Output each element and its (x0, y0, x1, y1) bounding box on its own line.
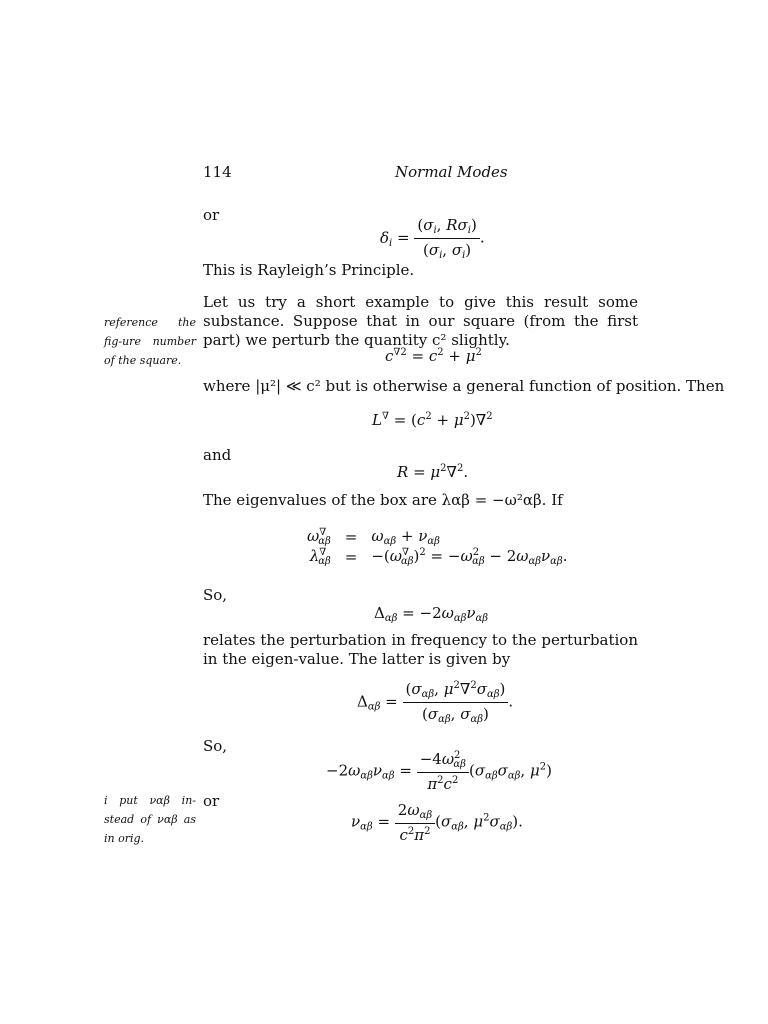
text-or-1: or (203, 206, 220, 224)
margin-note-1: reference the fig-ure number of the square. (104, 316, 196, 367)
page-number: 114 (203, 163, 232, 181)
equation-c-nabla: $c^{\nabla 2} = c^2 + \mu^2$ (385, 347, 482, 365)
running-title: Normal Modes (395, 163, 508, 181)
paragraph-relates: relates the perturbation in frequency to the perturbation in the eigen-value. The latter is given by (203, 631, 638, 668)
text-or-2: or (203, 792, 220, 810)
equation-system-omega-lambda (300, 527, 575, 567)
equation-omega-nabla: $\omega^\nabla_{\alpha\beta}$ = $\omega_{\alpha\beta} + \nu_{\alpha\beta}$ (307, 527, 440, 547)
text-so-1: So, (203, 586, 228, 604)
text-so-2: So, (203, 737, 228, 755)
equation-perturbation: $-2\omega_{\alpha\beta}\nu_{\alpha\beta}$ = $\frac{-4\omega^2_{\alpha\beta}}{\pi^2c^2}$ ($\sigma_{\alpha\beta}\sigma_{\alpha\beta}$, $\mu^2$) (326, 750, 552, 793)
text-and: and (203, 446, 232, 464)
text-where-line: where |μ²| ≪ c² but is otherwise a general function of position. Then (203, 377, 725, 395)
equation-r-def: $R = \mu^2\nabla^2$. (397, 463, 469, 481)
equation-lambda-nabla: $\lambda^\nabla_{\alpha\beta}$ = $-(\omega^\nabla_{\alpha\beta})^2 = -\omega^2_{\alpha\beta} - 2\omega_{\alpha\beta}\nu_{\alpha\beta}$. (309, 547, 568, 567)
equation-nu: $\nu_{\alpha\beta}$ = $\frac{2\omega_{\alpha\beta}}{c^2\pi^2}$ ($\sigma_{\alpha\beta}$, $\mu^2\sigma_{\alpha\beta}$). (351, 801, 523, 844)
equation-delta-2: $\Delta_{\alpha\beta}$ = $\frac{(\sigma_{\alpha\beta}, \mu^2\nabla^2\sigma_{\alpha\beta})}{(\sigma_{\alpha\beta}, \sigma_{\alpha\beta})}$ . (357, 680, 514, 725)
text-eigenvalues-line: The eigenvalues of the box are λαβ = −ω²αβ. If (203, 491, 563, 509)
paragraph-example: Let us try a short example to give this result some substance. Suppose that in our square (from the first part) we perturb the quantity c² slightly. (203, 293, 638, 349)
margin-note-2: i put ναβ in-stead of ναβ as in orig. (104, 794, 196, 845)
equation-l-nabla: $L^\nabla = (c^2 + \mu^2)\nabla^2$ (372, 411, 493, 429)
equation-delta-1: $\Delta_{\alpha\beta} = -2\omega_{\alpha\beta}\nu_{\alpha\beta}$ (374, 604, 489, 624)
text-rayleigh-principle: This is Rayleigh’s Principle. (203, 261, 415, 279)
equation-delta-i: $\delta_i$ = $\frac{(\sigma_i, R\sigma_i)}{(\sigma_i, \sigma_i)}$ . (380, 216, 485, 261)
